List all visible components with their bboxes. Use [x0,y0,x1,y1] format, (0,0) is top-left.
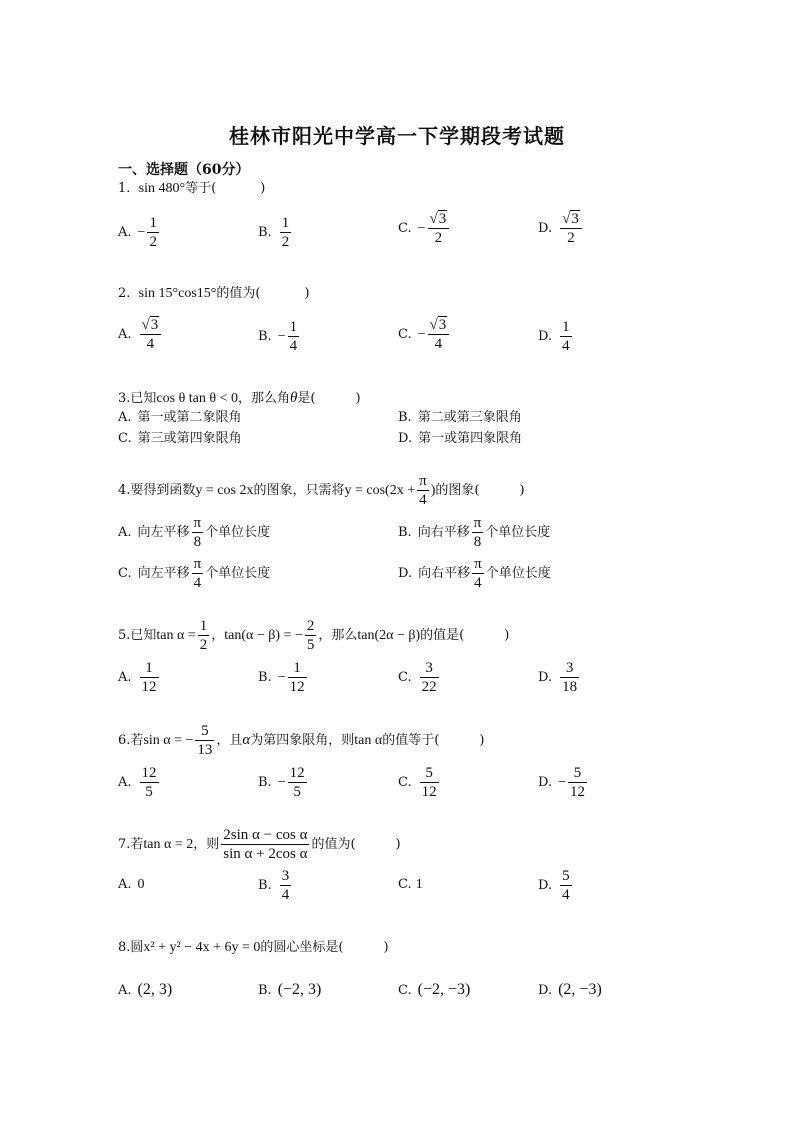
fraction-numerator: 1 [149,215,157,231]
option-sign: − [277,775,286,790]
question-text: ， [211,628,225,643]
q7-option-c[interactable] [398,875,423,895]
question-text: 的图象( [435,483,480,498]
question-prefix: 7.若 [118,837,144,852]
q5-option-d[interactable] [538,659,581,696]
option-label: A. [118,525,132,540]
option-sign: − [558,775,566,790]
option-fraction [140,316,162,353]
question-expression: tan(α − β) = − [224,628,303,643]
question-fraction [198,617,210,654]
q6-option-b[interactable] [258,764,309,801]
fraction-numerator: π [474,556,482,572]
option-sign: − [417,221,426,236]
option-label: A. [118,877,132,892]
fraction-denominator: 2 [434,230,443,246]
option-label: B. [398,525,412,540]
option-text: (−2, −3) [417,981,471,998]
question-1 [118,179,265,199]
question-expression: tan α = 2 [143,837,194,852]
fraction-numerator: 3 [560,659,579,678]
option-fraction [288,318,300,355]
option-text: 向右平移 [418,566,471,581]
question-fraction [221,826,309,863]
fraction-numerator: 1 [140,659,159,678]
option-fraction [560,210,582,247]
fraction-denominator: 4 [562,338,570,354]
question-expression: tan α [354,733,383,748]
question-5 [118,617,509,654]
fraction-numerator: 12 [141,765,157,781]
fraction-numerator: 3 [281,868,290,884]
fraction-denominator: 4 [193,575,202,591]
option-text: 向右平移 [417,525,470,540]
option-sign: − [277,670,286,685]
q6-option-c[interactable] [398,764,441,801]
question-text: ，且 [216,733,243,748]
fraction-denominator: 12 [289,679,305,695]
option-label: C. [398,221,412,236]
fraction-denominator: 2 [281,234,290,250]
question-prefix: 4.要得到函数 [118,483,196,498]
question-fraction [195,722,214,759]
option-fraction [192,555,204,592]
option-text: (2, 3) [137,981,173,998]
option-fraction [192,514,204,551]
question-close: ) [519,483,525,498]
option-fraction [560,659,579,696]
option-fraction [472,514,484,551]
option-label: A. [118,775,132,790]
fraction-numerator [428,316,450,335]
q2-option-a[interactable] [118,316,163,353]
question-variable: α [242,732,251,748]
option-label: B. [258,329,272,344]
question-8 [118,938,389,958]
fraction-denominator: sin α + 2cos α [223,846,308,862]
sqrt-symbol: √3 [141,317,159,333]
question-expression: sin α = − [143,733,194,748]
option-label: B. [258,775,272,790]
question-expression: tan(2α − β) [357,628,421,643]
fraction-numerator: 3 [420,659,439,678]
question-number: 1. [118,181,131,196]
option-label: D. [538,878,553,893]
fraction-denominator: 4 [146,336,155,352]
fraction-denominator: 8 [193,534,202,550]
q3-option-b[interactable] [398,408,522,428]
option-text: 个单位长度 [485,525,551,540]
fraction-numerator: 1 [281,215,290,231]
option-fraction [147,214,159,251]
option-text: 个单位长度 [485,566,551,581]
option-fraction [288,659,307,696]
question-6 [118,722,484,759]
option-label: C. [398,775,412,790]
fraction-numerator: π [419,473,427,489]
question-close: ) [260,181,266,196]
q3-option-a[interactable] [118,408,242,428]
q7-option-a[interactable] [118,875,145,895]
q4-option-a[interactable] [118,514,270,551]
exam-title: 桂林市阳光中学高一下学期段考试题 [229,124,565,148]
option-label: C. [398,877,412,892]
option-text: 个单位长度 [205,525,271,540]
fraction-denominator: 22 [421,679,437,695]
q4-option-d[interactable] [398,555,551,592]
fraction-numerator: 1 [562,319,570,335]
option-text: 第三或第四象限角 [137,431,242,446]
fraction-numerator: 12 [289,765,305,781]
question-text: 等于( [185,181,217,196]
question-expression: tan α = [156,628,196,643]
option-text: 向左平移 [137,525,190,540]
question-expression: sin 480° [138,181,186,196]
option-label: A. [118,225,132,240]
option-text: 个单位长度 [205,566,271,581]
option-label: D. [398,431,413,446]
option-label: C. [398,670,412,685]
option-label: B. [258,983,272,998]
option-fraction [560,867,572,904]
fraction-numerator: 5 [562,868,570,884]
question-expression: y = cos 2x [195,483,254,498]
option-label: D. [538,775,553,790]
q5-option-b[interactable] [258,659,309,696]
sqrt-symbol: √3 [429,211,447,227]
q6-option-a[interactable] [118,764,161,801]
option-text: 第二或第三象限角 [417,410,522,425]
question-text: 的值等于( [382,733,440,748]
option-fraction [428,210,450,247]
option-text: (−2, 3) [277,981,322,998]
option-label: C. [118,431,132,446]
question-3 [118,388,361,409]
option-label: C. [118,566,132,581]
question-close: ) [304,286,310,301]
fraction-numerator: 5 [420,764,439,783]
fraction-denominator: 2 [149,234,157,250]
q5-option-a[interactable] [118,659,161,696]
option-label: A. [118,327,132,342]
option-fraction [280,214,292,251]
question-close: ) [479,733,485,748]
fraction-denominator: 4 [419,492,427,508]
fraction-numerator: π [193,515,202,531]
section-heading: 一、选择题（60分） [118,162,250,178]
q3-option-c[interactable] [118,429,242,449]
option-label: A. [118,670,132,685]
question-expression: y = cos(2x + [344,483,416,498]
question-close: ) [395,837,401,852]
option-label: A. [118,410,132,425]
q1-option-c[interactable] [398,210,451,247]
option-fraction [560,318,572,355]
fraction-numerator: π [473,515,482,531]
fraction-denominator: 4 [474,575,482,591]
option-label: D. [538,670,553,685]
option-label: C. [398,327,412,342]
option-label: B. [258,670,272,685]
option-label: D. [398,566,413,581]
question-2 [118,284,310,304]
q3-option-d[interactable] [398,429,522,449]
question-text: 的圆心坐标是( [260,940,344,955]
question-7 [118,826,401,863]
question-variable: θ [290,390,298,406]
option-label: D. [538,983,553,998]
fraction-numerator: 1 [289,319,298,335]
question-text: ，则 [193,837,220,852]
question-prefix: 8.圆 [118,940,144,955]
option-label: B. [398,410,412,425]
q8-option-c[interactable] [398,980,470,1001]
option-sign: − [417,327,426,342]
fraction-numerator [428,210,450,229]
q1-option-a[interactable] [118,214,161,251]
question-text: 的值为( [311,837,356,852]
question-fraction [417,472,429,509]
question-text: 为第四象限角，则 [250,733,355,748]
question-prefix: 3.已知 [118,391,157,406]
q2-option-c[interactable] [398,316,451,353]
question-prefix: 6.若 [118,733,144,748]
fraction-denominator: 4 [434,336,443,352]
fraction-numerator: 5 [195,722,214,741]
q4-option-b[interactable] [398,514,550,551]
fraction-denominator: 5 [145,784,153,800]
question-text: 的图象，只需将 [253,483,345,498]
q6-option-d[interactable] [538,764,589,801]
question-text: ，那么 [318,628,358,643]
fraction-denominator: 4 [281,887,290,903]
fraction-denominator: 5 [306,637,315,653]
question-expression: x² + y² − 4x + 6y = 0 [143,940,261,955]
fraction-denominator: 12 [141,679,157,695]
fraction-numerator: 2sin α − cos α [223,827,308,843]
q2-option-d[interactable] [538,318,574,355]
fraction-denominator: 2 [567,230,575,246]
option-text: (2, −3) [558,981,602,998]
question-prefix: 5.已知 [118,628,157,643]
q8-option-b[interactable] [258,980,321,1001]
fraction-denominator: 4 [562,887,570,903]
q7-option-b[interactable] [258,867,293,904]
option-label: D. [538,221,553,236]
fraction-denominator: 12 [421,784,437,800]
fraction-numerator: 2 [306,618,315,634]
option-label: B. [258,878,272,893]
fraction-denominator: 2 [199,637,208,653]
question-close: ) [355,391,361,406]
option-text: 1 [415,877,423,892]
sqrt-symbol: √3 [562,211,579,227]
q8-option-a[interactable] [118,980,172,1001]
q5-option-c[interactable] [398,659,441,696]
option-fraction [420,764,439,801]
question-text: 的值是( [420,628,465,643]
fraction-numerator [560,210,582,229]
option-fraction [280,867,292,904]
option-text: 第一或第四象限角 [418,431,523,446]
question-close: ) [504,628,510,643]
option-label: A. [118,983,132,998]
fraction-denominator: 18 [562,679,578,695]
fraction-numerator: 1 [199,618,208,634]
fraction-numerator [140,316,162,335]
question-fraction [305,617,317,654]
option-label: D. [538,329,553,344]
option-fraction [472,555,484,592]
fraction-denominator: 5 [293,784,301,800]
option-fraction [428,316,450,353]
fraction-numerator: π [193,556,202,572]
q1-option-b[interactable] [258,214,293,251]
q8-option-d[interactable] [538,980,602,1001]
option-sign: − [277,329,286,344]
option-text: 第一或第二象限角 [137,410,242,425]
fraction-numerator: 1 [288,659,307,678]
q7-option-d[interactable] [538,867,574,904]
fraction-denominator: 8 [473,534,482,550]
q2-option-b[interactable] [258,318,301,355]
question-close: ) [383,940,389,955]
fraction-numerator: 5 [568,764,587,783]
sqrt-symbol: √3 [429,317,447,333]
fraction-denominator: 13 [197,742,213,758]
option-label: B. [258,225,272,240]
option-fraction [140,659,159,696]
question-text: ，那么角 [237,391,290,406]
question-expression: ) [430,483,436,498]
option-label: C. [398,983,412,998]
option-text: 0 [137,877,145,892]
option-fraction [288,764,307,801]
question-4 [118,472,525,509]
fraction-denominator: 12 [570,784,585,800]
fraction-denominator: 4 [289,338,298,354]
question-expression: cos θ tan θ < 0 [156,391,238,406]
question-text: 的值为( [216,286,261,301]
question-text: 是( [297,391,316,406]
option-fraction [568,764,587,801]
option-fraction [420,659,439,696]
option-fraction [140,764,159,801]
option-text: 向左平移 [137,566,190,581]
q1-option-d[interactable] [538,210,584,247]
question-number: 2. [118,286,131,301]
q4-option-c[interactable] [118,555,270,592]
option-sign: − [137,225,146,240]
question-expression: sin 15°cos15° [138,286,217,301]
